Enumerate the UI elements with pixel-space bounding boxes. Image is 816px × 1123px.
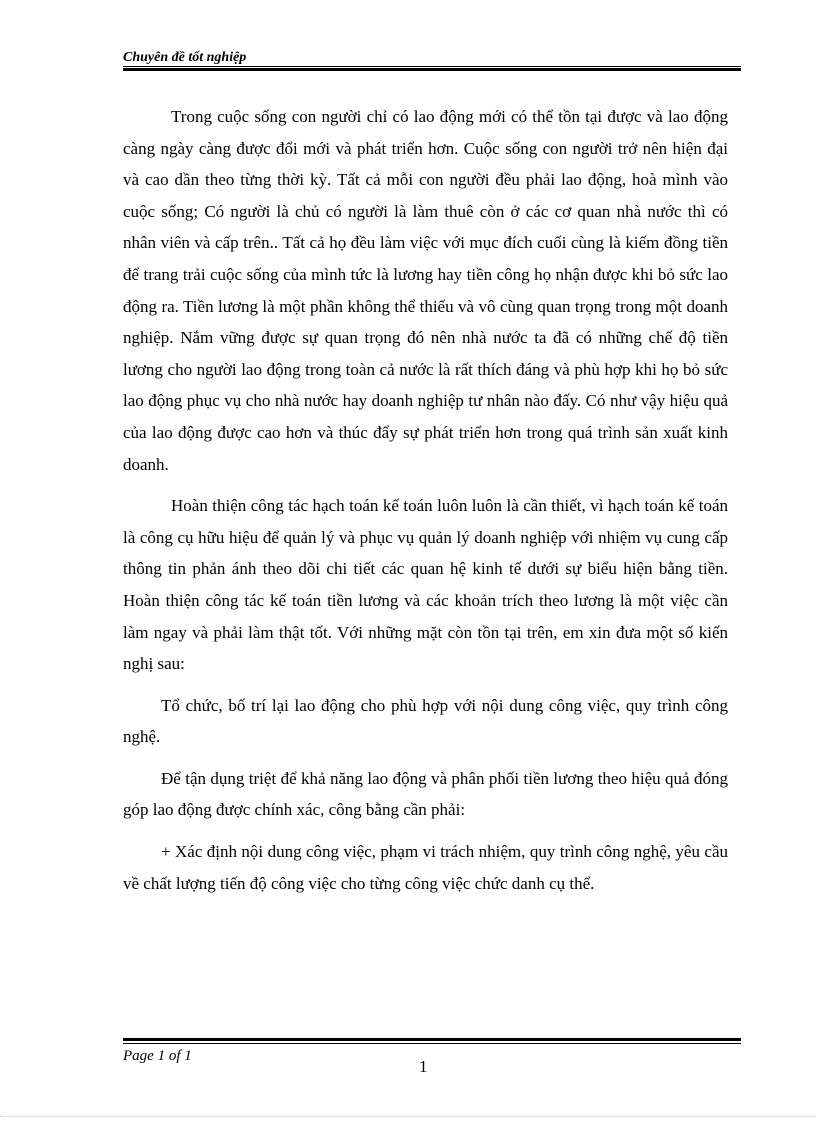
paragraph-3: Tổ chức, bố trí lại lao động cho phù hợp với nội dung công việc, quy trình công nghệ. (123, 695, 728, 747)
paragraph-5: + Xác định nội dung công việc, phạm vi trách nhiệm, quy trình công nghệ, yêu cầu về chất lượng tiến độ công việc cho từng công việc chức danh cụ thể. (123, 842, 728, 893)
page-bottom-edge (0, 1116, 816, 1123)
document-body (123, 101, 728, 909)
header-rule-thin (123, 66, 741, 67)
footer-rule-thin (123, 1043, 741, 1044)
paragraph-1: Trong cuộc sống con người chỉ có lao động mới có thể tồn tại được và lao động càng ngày càng được đổi mới và phát triển hơn. Cuộc sống con người trở nên hiện đại và cao dần theo từng thời kỳ. Tất cả mỗi con người đều phải lao động, hoà mình vào cuộc sống; Có người là chủ có người là làm thuê còn ở các cơ quan nhà nước thì có nhân viên và cấp trên.. Tất cả họ đều làm việc với mục đích cuối cùng là kiếm đồng tiền để trang trải cuộc sống của mình tức là lương hay tiền công họ nhận được khi bỏ sức lao động ra. Tiền lương là một phần không thể thiếu và vô cùng quan trọng trong một doanh nghiệp. Nắm vững được sự quan trọng đó nên nhà nước ta đã có những chế độ tiền lương cho người lao động trong toàn cả nước là rất thích đáng và phù hợp khi họ bỏ sức lao động phục vụ cho nhà nước hay doanh nghiệp tư nhân nào đấy. Có như vậy hiệu quả của lao động được cao hơn và thúc đẩy sự phát triển hơn trong quá trình sản xuất kinh doanh. (123, 107, 728, 474)
page-number: 1 (419, 1057, 428, 1076)
footer-rule-thick (123, 1038, 741, 1041)
running-header-title: Chuyên đề tốt nghiệp (123, 50, 247, 65)
footer-page-label: Page 1 of 1 (123, 1048, 192, 1064)
header-rule-thick (123, 68, 741, 71)
paragraph-4: Để tận dụng triệt để khả năng lao động và phân phối tiền lương theo hiệu quả đóng góp lao động được chính xác, công bằng cần phải: (123, 768, 728, 820)
paragraph-2: Hoàn thiện công tác hạch toán kế toán luôn luôn là cần thiết, vì hạch toán kế toán là công cụ hữu hiệu để quản lý và phục vụ quản lý doanh nghiệp với nhiệm vụ cung cấp thông tin phản ánh theo dõi chi tiết các quan hệ kinh tế dưới sự biểu hiện bằng tiền. Hoàn thiện công tác kế toán tiền lương và các khoản trích theo lương là một việc cần làm ngay và phải làm thật tốt. Với những mặt còn tồn tại trên, em xin đưa một số kiến nghị sau: (123, 496, 728, 674)
